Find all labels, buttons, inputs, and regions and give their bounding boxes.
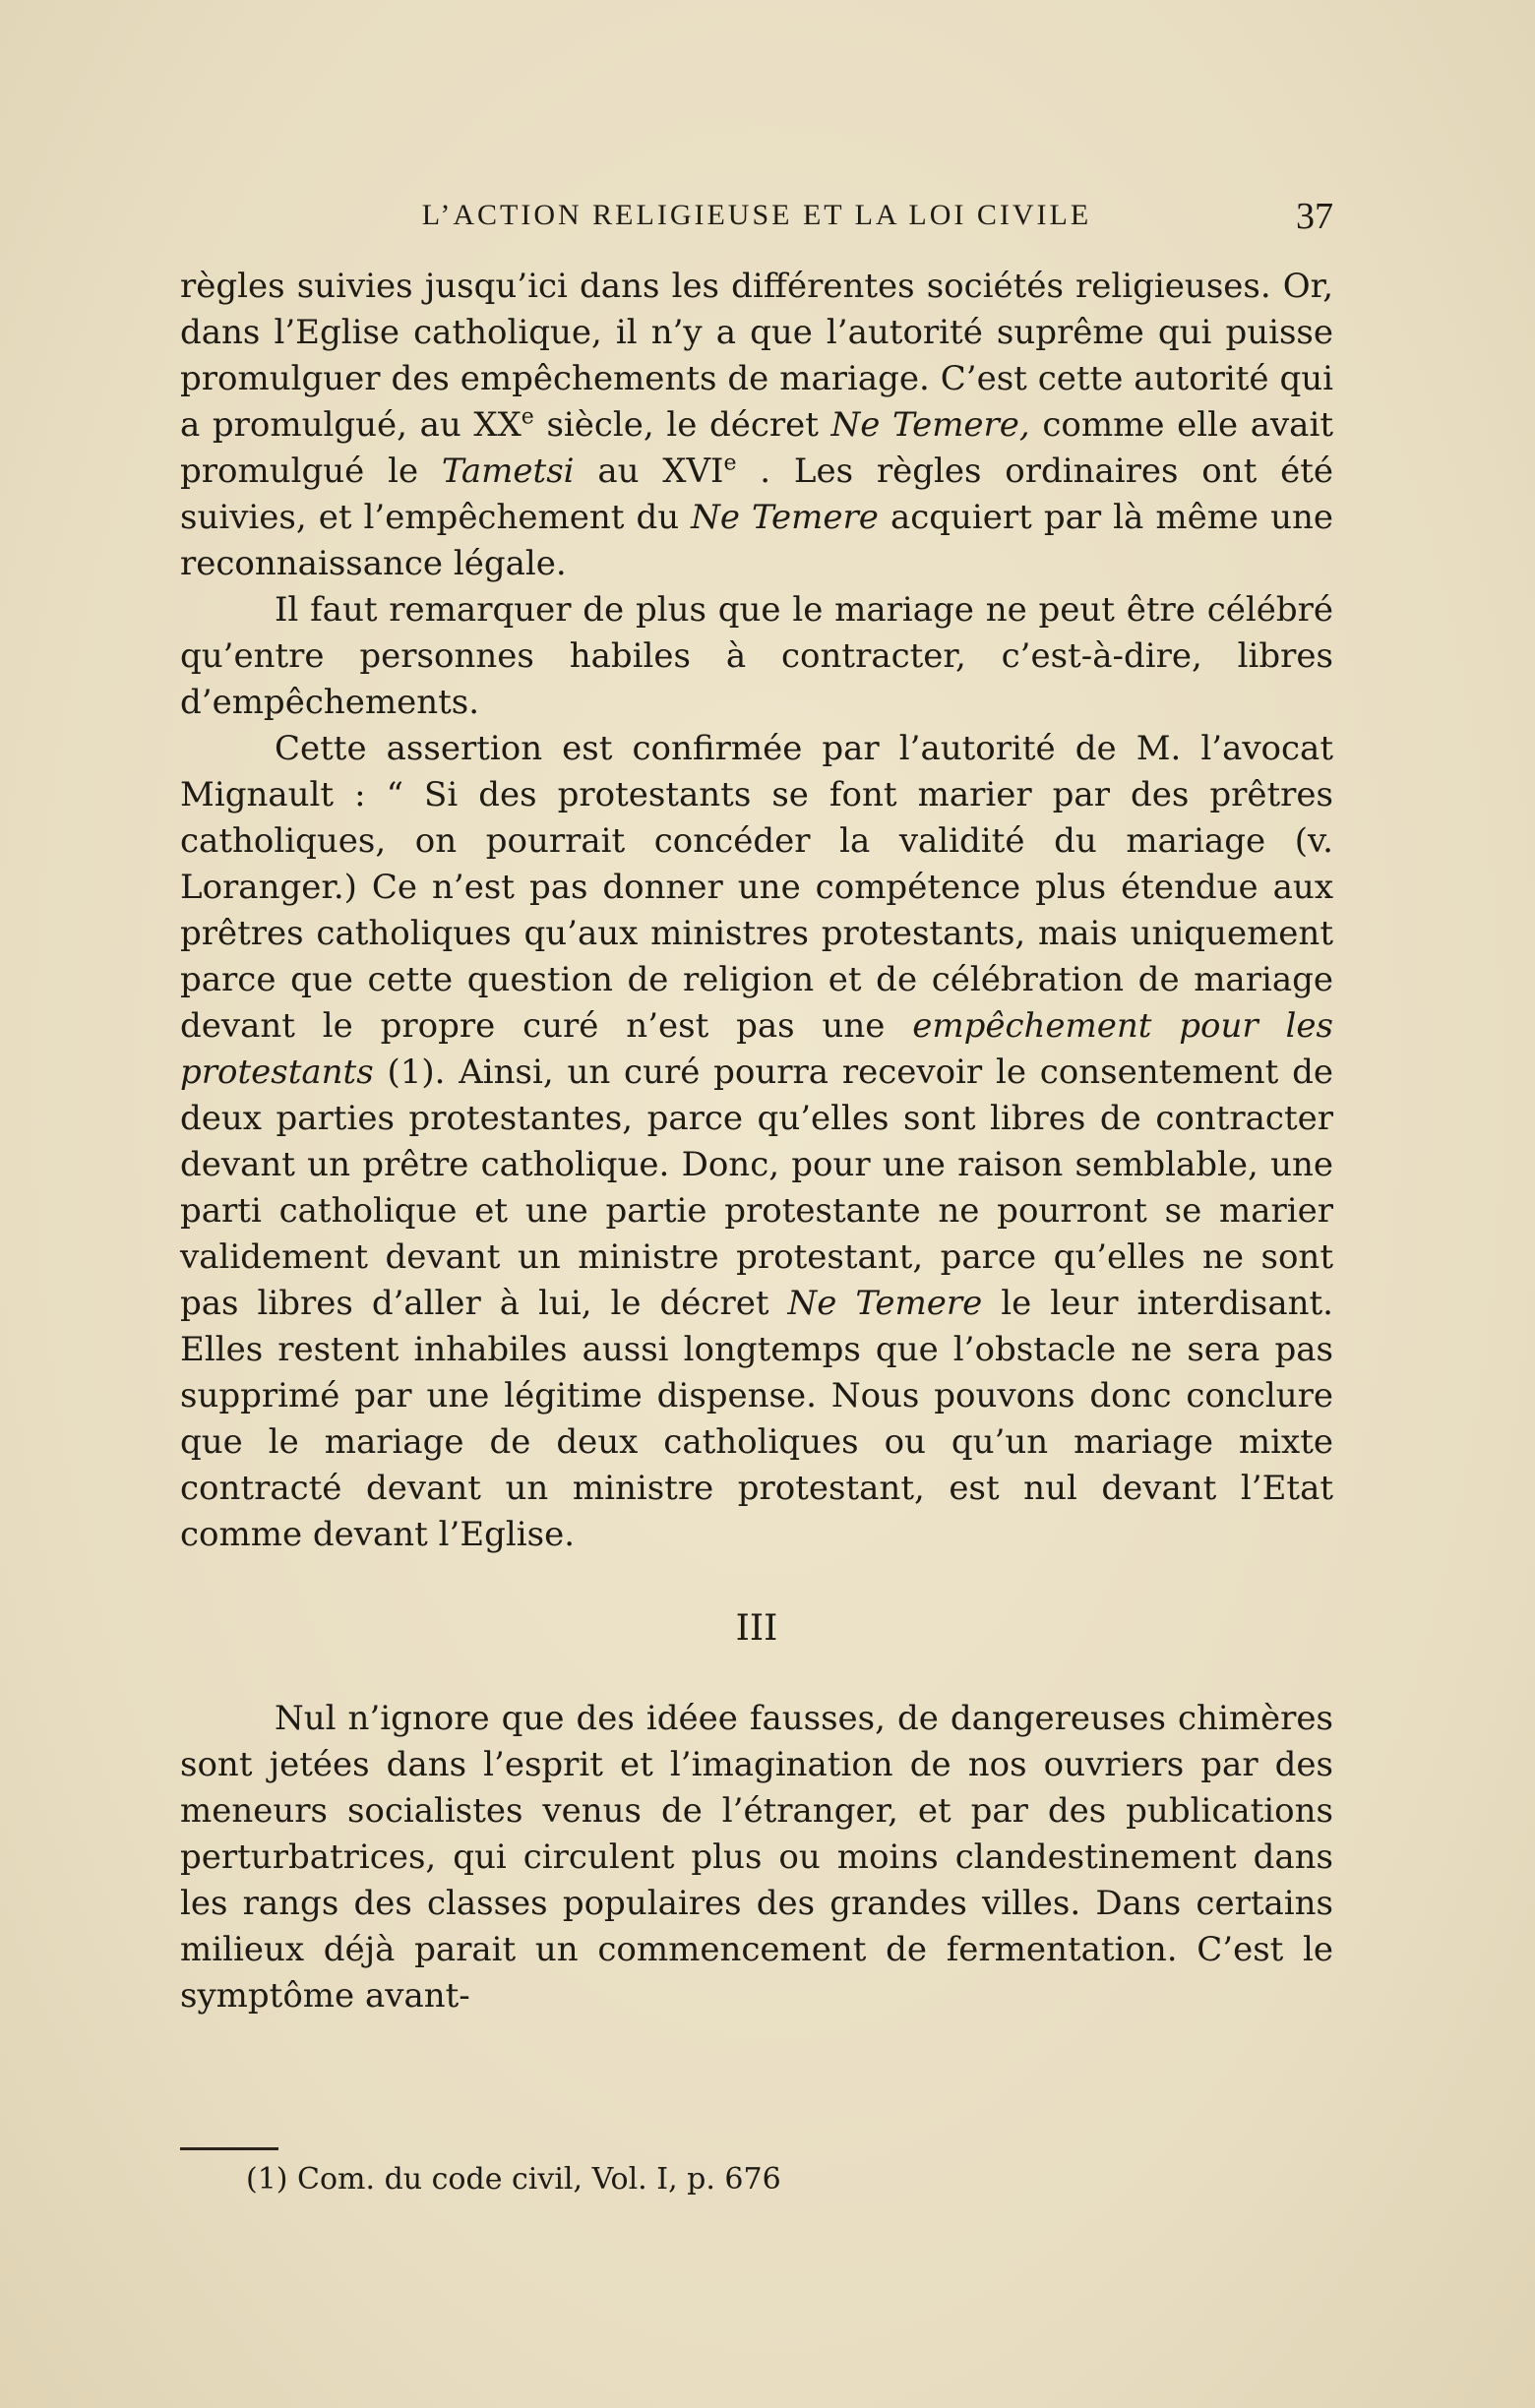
- text-run: Nul n’ignore que des idéee fausses, de dangereuses chimères sont jetées dans l’esprit et l’imagination de nos ouvriers par des meneurs socialistes venus de l’étranger, et par des publications perturbatrices, qui circulent plus ou moins clandestinement dans les rangs des classes populaires des grandes villes. Dans certains milieux déjà parait un commencement de fermentation. C’est le symptôme avant-: [180, 1699, 1333, 2016]
- text-run: acquiert par là même une reconnaissance légale.: [180, 498, 1333, 583]
- superscript-text: e: [521, 404, 534, 430]
- footnote: (1) Com. du code civil, Vol. I, p. 676: [246, 2162, 781, 2197]
- italic-text: Ne Temere: [787, 1284, 983, 1323]
- paragraph: [180, 1696, 1333, 2019]
- text-run: Cette assertion est confirmée par l’autorité de M. l’avocat Mignault : “ Si des protestants se font marier par des prêtres catholiques, on pourrait concéder la validité du mariage (v. Loranger.) Ce n’est pas donner une compétence plus étendue aux prêtres catholiques qu’aux ministres protestants, mais uniquement parce que cette question de religion et de célébration de mariage devant le propre curé n’est pas une: [180, 729, 1333, 1046]
- italic-text: Tametsi: [441, 452, 575, 491]
- text-run: . Les règles ordinaires ont été suivies, et l’empêchement du: [180, 452, 1333, 537]
- text-run: au XVI: [574, 452, 724, 491]
- text-run: règles suivies jusqu’ici dans les différentes sociétés religieuses. Or, dans l’Eglise catholique, il n’y a que l’autorité suprême qui puisse promulguer des empêchements de mariage. C’est cette autorité qui a promulgué, au XX: [180, 267, 1333, 445]
- page-number: 37: [1296, 196, 1333, 237]
- text-run: (1). Ainsi, un curé pourra recevoir le consentement de deux parties protestantes, parce qu’elles sont libres de contracter devant un prêtre catholique. Donc, pour une raison semblable, une parti catholique et une partie protestante ne pourront se marier validement devant un ministre protestant, parce qu’elles ne sont pas libres d’aller à lui, le décret: [180, 1053, 1333, 1323]
- running-head: L’ACTION RELIGIEUSE ET LA LOI CIVILE: [421, 199, 1092, 231]
- paragraph: [180, 726, 1333, 1558]
- italic-text: Ne Temere: [691, 498, 879, 537]
- footnote-divider: [180, 2147, 278, 2150]
- text-run: Il faut remarquer de plus que le mariage ne peut être célébré qu’entre personnes habiles à contracter, c’est-à-dire, libres d’empêchements.: [180, 590, 1333, 722]
- paragraph: [180, 587, 1333, 726]
- page-header: [180, 195, 1333, 242]
- paragraph: [180, 264, 1333, 587]
- text-run: III: [735, 1608, 778, 1649]
- italic-text: empêchement pour les protestants: [180, 1006, 1333, 1092]
- text-run: le leur interdisant. Elles restent inhabiles aussi longtemps que l’obstacle ne sera pas supprimé par une légitime dispense. Nous pouvons donc conclure que le mariage de deux catholiques ou qu’un mariage mixte contracté devant un ministre protestant, est nul devant l’Etat comme devant l’Eglise.: [180, 1284, 1333, 1554]
- italic-text: Ne Temere,: [830, 405, 1030, 445]
- section-heading: [180, 1605, 1333, 1652]
- superscript-text: e: [723, 451, 737, 476]
- text-run: comme elle avait promulgué le: [180, 405, 1333, 491]
- text-run: siècle, le décret: [533, 405, 831, 445]
- body-text: [180, 264, 1333, 2019]
